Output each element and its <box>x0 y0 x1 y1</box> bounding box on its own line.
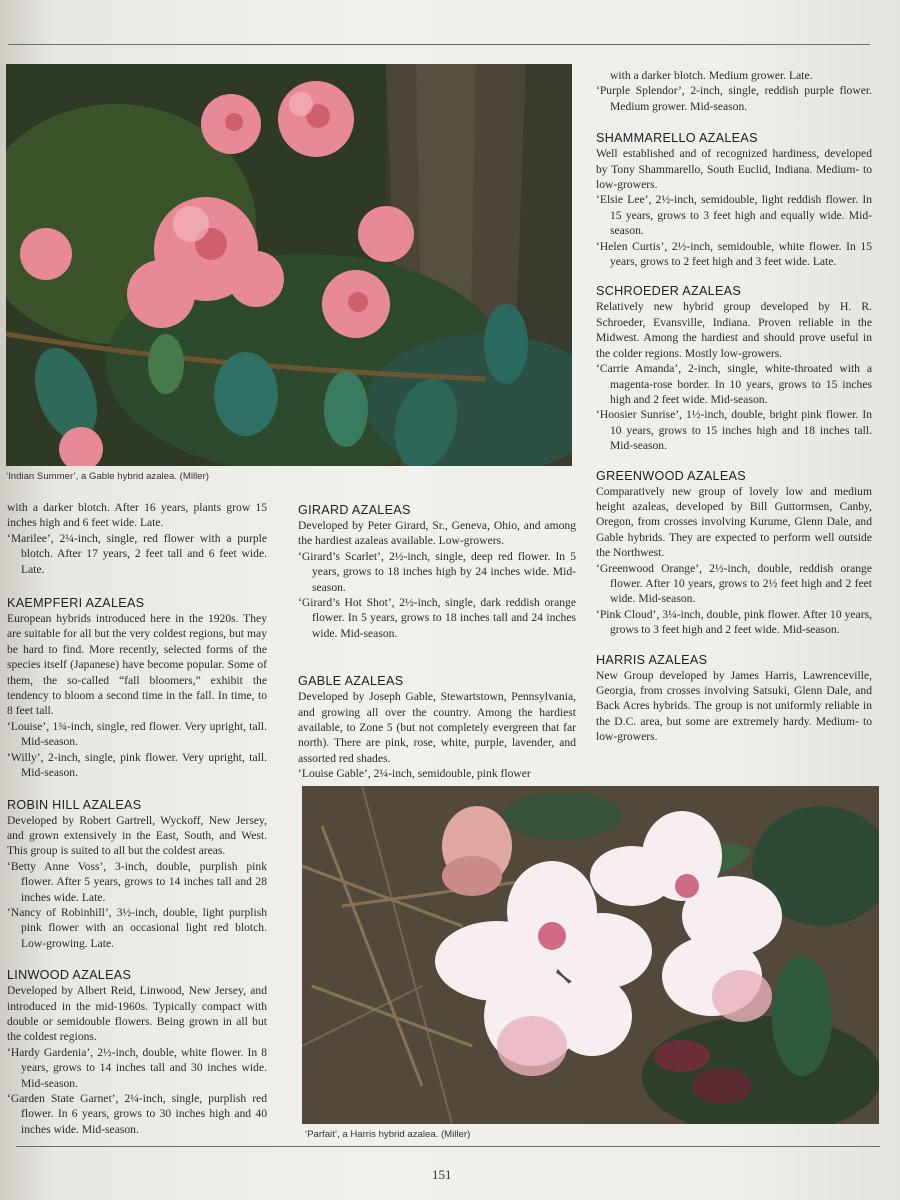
cultivar-entry: ‘Nancy of Robinhill’, 3½-inch, double, light purplish pink flower with an occasional light red blotch. Low-growing. Late. <box>7 905 267 950</box>
section-intro: Developed by Albert Reid, Linwood, New Jersey, and introduced in the mid-1960s. Typically compact with double or semidouble flowers. Being grown in all but the coldest regions. <box>7 984 267 1044</box>
cultivar-entry: ‘Willy’, 2-inch, single, pink flower. Very upright, tall. Mid-season. <box>7 750 267 780</box>
middle-column <box>298 502 576 782</box>
parfait-photo <box>302 786 879 1124</box>
cultivar-entry: ‘Hoosier Sunrise’, 1½-inch, double, bright pink flower. In 10 years, grows to 15 inches high and 18 inches tall. Mid-season. <box>596 408 872 453</box>
right-column <box>596 68 872 745</box>
section-heading: LINWOOD AZALEAS <box>7 968 132 983</box>
cultivar-entry: ‘Marilee’, 2¼-inch, single, red flower with a purple blotch. After 17 years, 2 feet tall and 6 feet wide. Late. <box>7 531 267 576</box>
cultivar-entry: ‘Hardy Gardenia’, 2½-inch, double, white flower. In 8 years, grows to 14 inches tall and 30 inches wide. Mid-season. <box>7 1045 267 1090</box>
continued-text: with a darker blotch. Medium grower. Late. <box>610 69 813 82</box>
section-heading: GABLE AZALEAS <box>298 674 404 689</box>
cultivar-entry: ‘Girard’s Hot Shot’, 2½-inch, single, dark reddish orange flower. In 5 years, grows to 18 inches tall and 24 inches wide. Mid-season. <box>298 596 576 640</box>
section-heading: KAEMPFERI AZALEAS <box>7 596 145 611</box>
top-rule <box>8 44 870 45</box>
cultivar-entry: ‘Carrie Amanda’, 2-inch, single, white-throated with a magenta-rose border. In 10 years, grows to 15 inches high and 2 feet wide. Mid-season. <box>596 362 872 406</box>
section-intro: Developed by Robert Gartrell, Wyckoff, New Jersey, and grown extensively in the East, South, and West. This group is suited to all but the coldest areas. <box>7 813 267 858</box>
cultivar-entry: ‘Purple Splendor’, 2-inch, single, reddish purple flower. Medium grower. Mid-season. <box>596 84 872 113</box>
top-photo-caption: ‘Indian Summer’, a Gable hybrid azalea. (Miller) <box>6 471 209 482</box>
cultivar-entry: ‘Girard’s Scarlet’, 2½-inch, single, deep red flower. In 5 years, grows to 18 inches high by 24 inches wide. Mid-season. <box>298 549 576 594</box>
cultivar-entry: ‘Greenwood Orange’, 2½-inch, double, reddish orange flower. After 10 years, grows to 2½ feet high and 2 feet wide. Mid-season. <box>596 561 872 606</box>
page-number: 151 <box>432 1167 452 1182</box>
section-heading: SCHROEDER AZALEAS <box>596 284 742 299</box>
section-intro: New Group developed by James Harris, Lawrenceville, Georgia, from crosses involving Satsuki, Glenn Dale, and Back Acres hybrids. The group is not uniformly reliable in the D.C. area, but some are extremely hardy. Medium- to low-growers. <box>596 668 872 744</box>
bottom-photo-caption: ‘Parfait’, a Harris hybrid azalea. (Miller) <box>305 1129 471 1140</box>
section-intro: Relatively new hybrid group developed by H. R. Schroeder, Evansville, Indiana. Proven reliable in the Midwest. Among the hardiest and should prove useful in the colder regions. Mostly low-growers. <box>596 300 872 360</box>
cultivar-entry: ‘Helen Curtis’, 2½-inch, semidouble, white flower. In 15 years, grows to 2 feet high and 3 feet wide. Late. <box>596 239 872 269</box>
cultivar-entry: ‘Pink Cloud’, 3¼-inch, double, pink flower. After 10 years, grows to 3 feet high and 2 feet wide. Mid-season. <box>596 607 872 637</box>
section-intro: Well established and of recognized hardiness, developed by Tony Shammarello, South Euclid, Indiana. Medium- to low-growers. <box>596 147 872 192</box>
left-column <box>7 500 267 1137</box>
section-heading: GREENWOOD AZALEAS <box>596 468 746 483</box>
continued-text: with a darker blotch. After 16 years, plants grow 15 inches high and 6 feet wide. Late. <box>7 501 267 530</box>
cultivar-entry: ‘Garden State Garnet’, 2¼-inch, single, purplish red flower. In 6 years, grows to 30 inches high and 40 inches wide. Mid-season. <box>7 1092 267 1136</box>
cultivar-entry: ‘Louise’, 1¾-inch, single, red flower. Very upright, tall. Mid-season. <box>7 719 267 749</box>
section-intro: Comparatively new group of lovely low and medium height azaleas, developed by Bill Guttormsen, Canby, Oregon, from crosses involving Kurume, Glenn Dale, and Gable hybrids. They are expected to perform well outside the Northwest. <box>596 484 872 560</box>
section-heading: GIRARD AZALEAS <box>298 503 411 517</box>
cultivar-entry: ‘Louise Gable’, 2¼-inch, semidouble, pink flower <box>298 767 531 781</box>
cultivar-entry: ‘Elsie Lee’, 2½-inch, semidouble, light reddish flower. In 15 years, grows to 3 feet high and equally wide. Mid-season. <box>596 193 872 238</box>
section-heading: HARRIS AZALEAS <box>596 652 708 667</box>
section-intro: Developed by Peter Girard, Sr., Geneva, Ohio, and among the hardiest azaleas available. Low-growers. <box>298 519 576 548</box>
section-intro: Developed by Joseph Gable, Stewartstown, Pennsylvania, and growing all over the country. Among the hardiest available, to Zone 5 (but not completely evergreen that far north). There are pink, rose, white, purple, lavender, and assorted red shades. <box>298 690 576 765</box>
cultivar-entry: ‘Betty Anne Voss’, 3-inch, double, purplish pink flower. After 5 years, grows to 14 inches tall and 28 inches wide. Late. <box>7 859 267 904</box>
bottom-rule <box>16 1146 880 1147</box>
section-intro: European hybrids introduced here in the 1920s. They are suitable for all but the very coldest regions, but may be hard to find. More recently, selected forms of the species itself (Japanese) have become popular. Some of them, the so-called “fall bloomers,” exhibit the tendency to bloom a second time in the fall. In time, to 8 feet tall. <box>7 612 267 718</box>
section-heading: SHAMMARELLO AZALEAS <box>596 131 758 146</box>
indian-summer-photo <box>6 64 572 466</box>
section-heading: ROBIN HILL AZALEAS <box>7 797 142 812</box>
